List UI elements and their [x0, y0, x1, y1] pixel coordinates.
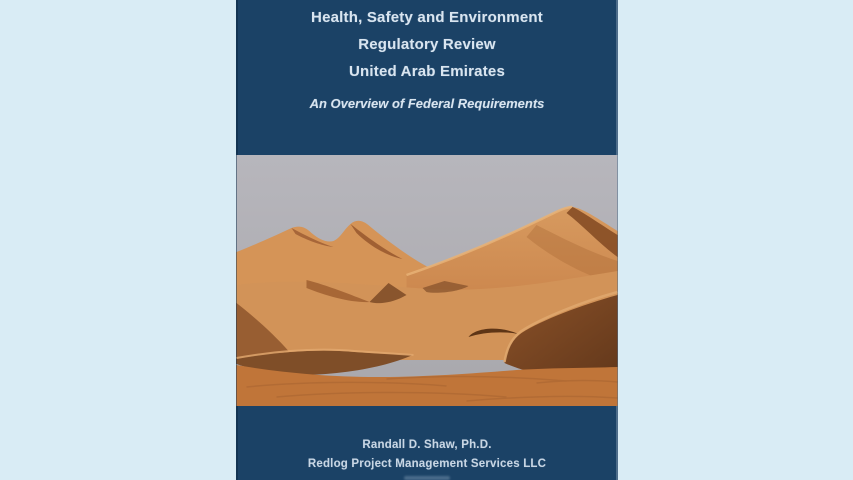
title-block	[236, 4, 618, 115]
desert-dunes-photo	[236, 155, 618, 406]
author-block	[236, 436, 618, 474]
title-line-3: United Arab Emirates	[349, 63, 505, 80]
document-cover	[236, 0, 618, 480]
desert-dunes-illustration	[236, 155, 618, 406]
title-line-1: Health, Safety and Environment	[311, 9, 543, 26]
author-name: Randall D. Shaw, Ph.D.	[362, 439, 492, 451]
subtitle: An Overview of Federal Requirements	[309, 96, 545, 111]
organization-name: Redlog Project Management Services LLC	[307, 458, 547, 470]
title-line-2: Regulatory Review	[358, 36, 496, 53]
cropped-text-line	[404, 476, 450, 480]
